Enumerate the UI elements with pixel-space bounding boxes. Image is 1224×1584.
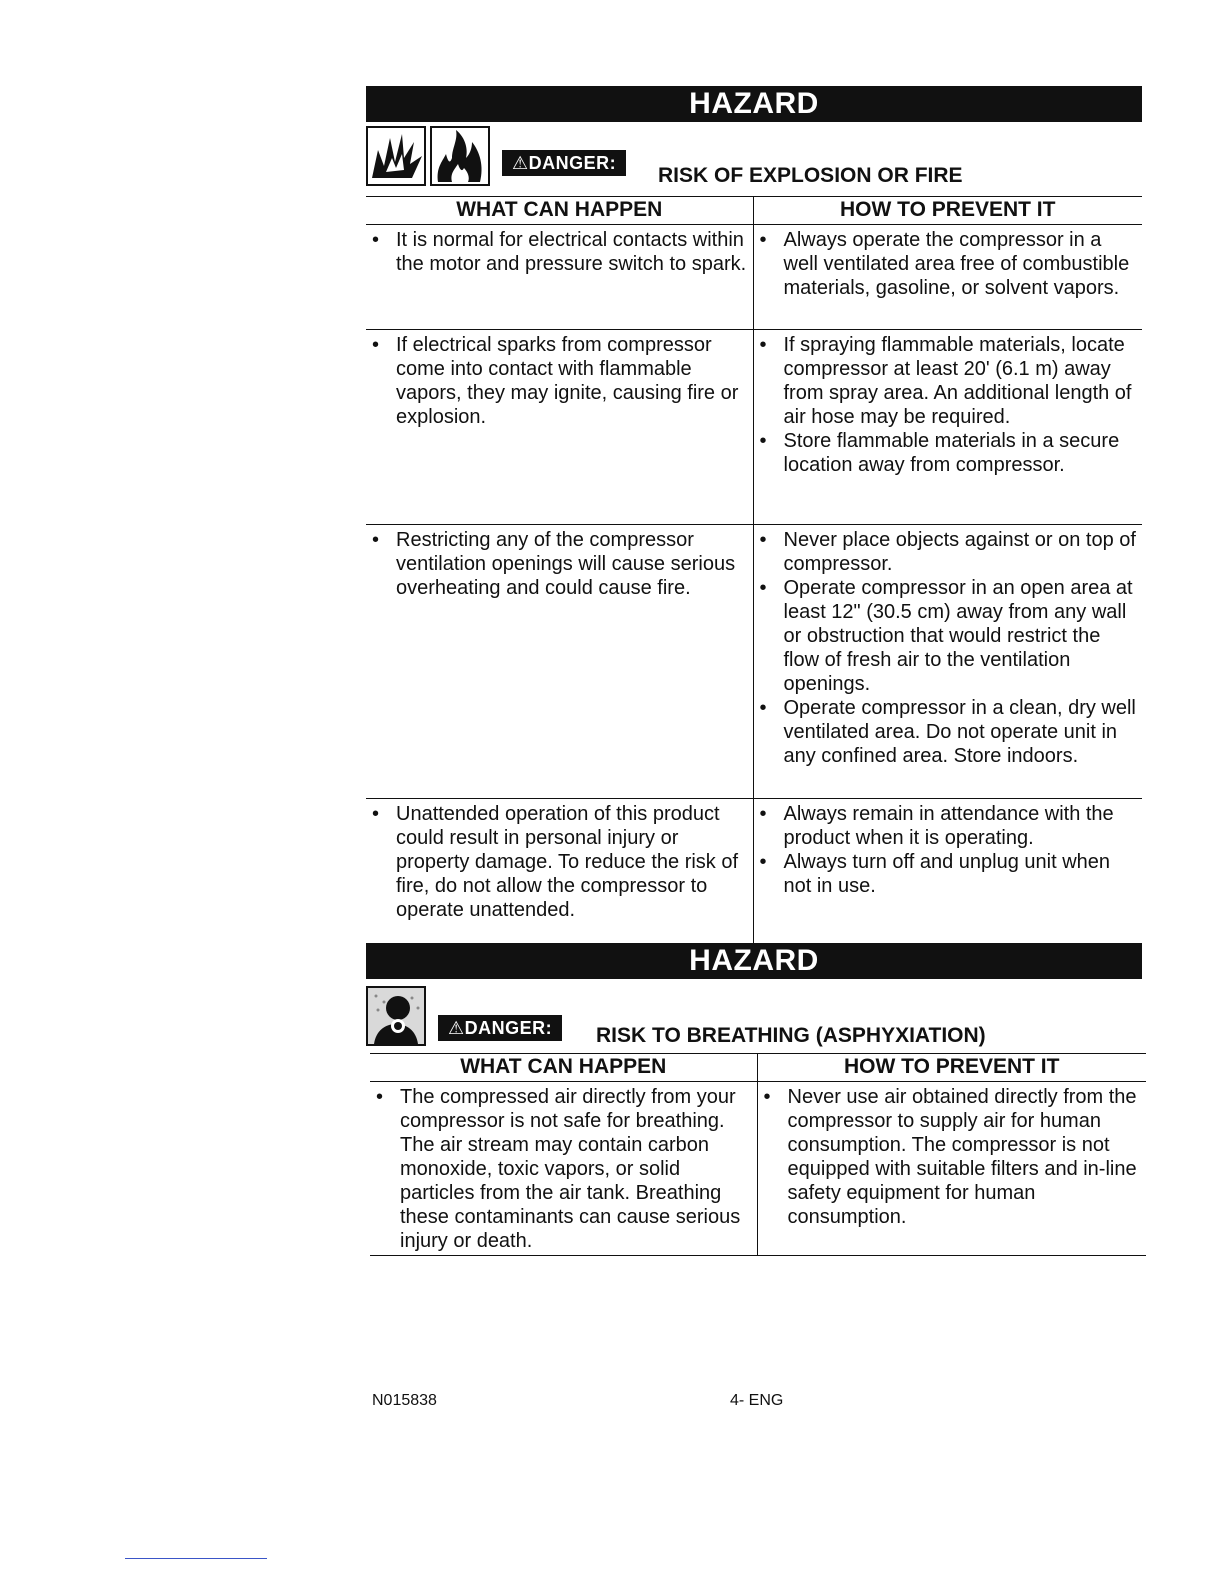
danger-badge: ⚠DANGER: [438, 1015, 562, 1041]
explosion-icon [366, 126, 426, 186]
happen-cell [366, 330, 753, 525]
table-row [366, 225, 1142, 330]
happen-cell [366, 525, 753, 799]
prevent-cell [753, 225, 1142, 330]
prevent-cell [757, 1082, 1146, 1256]
respirator-icon [366, 986, 426, 1046]
prevent-cell [753, 330, 1142, 525]
section-header-breathing [366, 982, 1142, 1046]
list-item: • Always operate the compressor in a well ventilated area free of combustible materials, gasoline, or solvent vapors. [754, 228, 1139, 300]
list-item: • Restricting any of the compressor ventilation openings will cause serious overheating and could cause fire. [366, 528, 749, 600]
hazard-banner: HAZARD [366, 86, 1142, 122]
list-item: • The compressed air directly from your compressor is not safe for breathing. The air stream may contain carbon monoxide, toxic vapors, or solid particles from the air tank. Breathing these contaminants can cause serious injury or death. [370, 1085, 753, 1253]
list-item: • Operate compressor in a clean, dry well ventilated area. Do not operate unit in any confined area. Store indoors. [754, 696, 1139, 768]
column-header-how-to-prevent: HOW TO PREVENT IT [753, 197, 1142, 225]
column-header-what-can-happen: WHAT CAN HAPPEN [370, 1054, 757, 1082]
section-header-explosion [366, 122, 1142, 186]
list-item: • Always remain in attendance with the product when it is operating. [754, 802, 1139, 850]
section-title: RISK OF EXPLOSION OR FIRE [658, 164, 963, 187]
divider-line [125, 1558, 267, 1559]
list-item: • Store flammable materials in a secure location away from compressor. [754, 429, 1139, 477]
list-item: • If spraying flammable materials, locate compressor at least 20' (6.1 m) away from spray area. An additional length of air hose may be required. [754, 333, 1139, 429]
hazard-table-explosion [366, 196, 1142, 944]
list-item: • Operate compressor in an open area at least 12" (30.5 cm) away from any wall or obstruction that would restrict the flow of fresh air to the ventilation openings. [754, 576, 1139, 696]
fire-icon [430, 126, 490, 186]
hazard-pictograms [366, 126, 490, 186]
hazard-banner: HAZARD [366, 943, 1142, 979]
list-item: • If electrical sparks from compressor come into contact with flammable vapors, they may ignite, causing fire or explosion. [366, 333, 749, 429]
list-item: • Always turn off and unplug unit when not in use. [754, 850, 1139, 898]
happen-cell [366, 799, 753, 945]
list-item: • Unattended operation of this product could result in personal injury or property damage. To reduce the risk of fire, do not allow the compressor to operate unattended. [366, 802, 749, 922]
table-row [370, 1082, 1146, 1256]
column-header-what-can-happen: WHAT CAN HAPPEN [366, 197, 753, 225]
prevent-cell [753, 799, 1142, 945]
section-title: RISK TO BREATHING (ASPHYXIATION) [596, 1024, 986, 1047]
danger-badge: ⚠DANGER: [502, 150, 626, 176]
list-item: • It is normal for electrical contacts within the motor and pressure switch to spark. [366, 228, 749, 276]
prevent-cell [753, 525, 1142, 799]
hazard-pictograms [366, 986, 426, 1046]
document-code: N015838 [372, 1392, 437, 1409]
page-number: 4- ENG [730, 1392, 784, 1409]
list-item: • Never use air obtained directly from the compressor to supply air for human consumption. The compressor is not equipped with suitable filters and in-line safety equipment for human consumption. [758, 1085, 1143, 1229]
hazard-table-breathing [370, 1053, 1146, 1256]
happen-cell [366, 225, 753, 330]
happen-cell [370, 1082, 757, 1256]
table-row [366, 799, 1142, 945]
table-row [366, 330, 1142, 525]
column-header-how-to-prevent: HOW TO PREVENT IT [757, 1054, 1146, 1082]
table-row [366, 525, 1142, 799]
list-item: • Never place objects against or on top of compressor. [754, 528, 1139, 576]
